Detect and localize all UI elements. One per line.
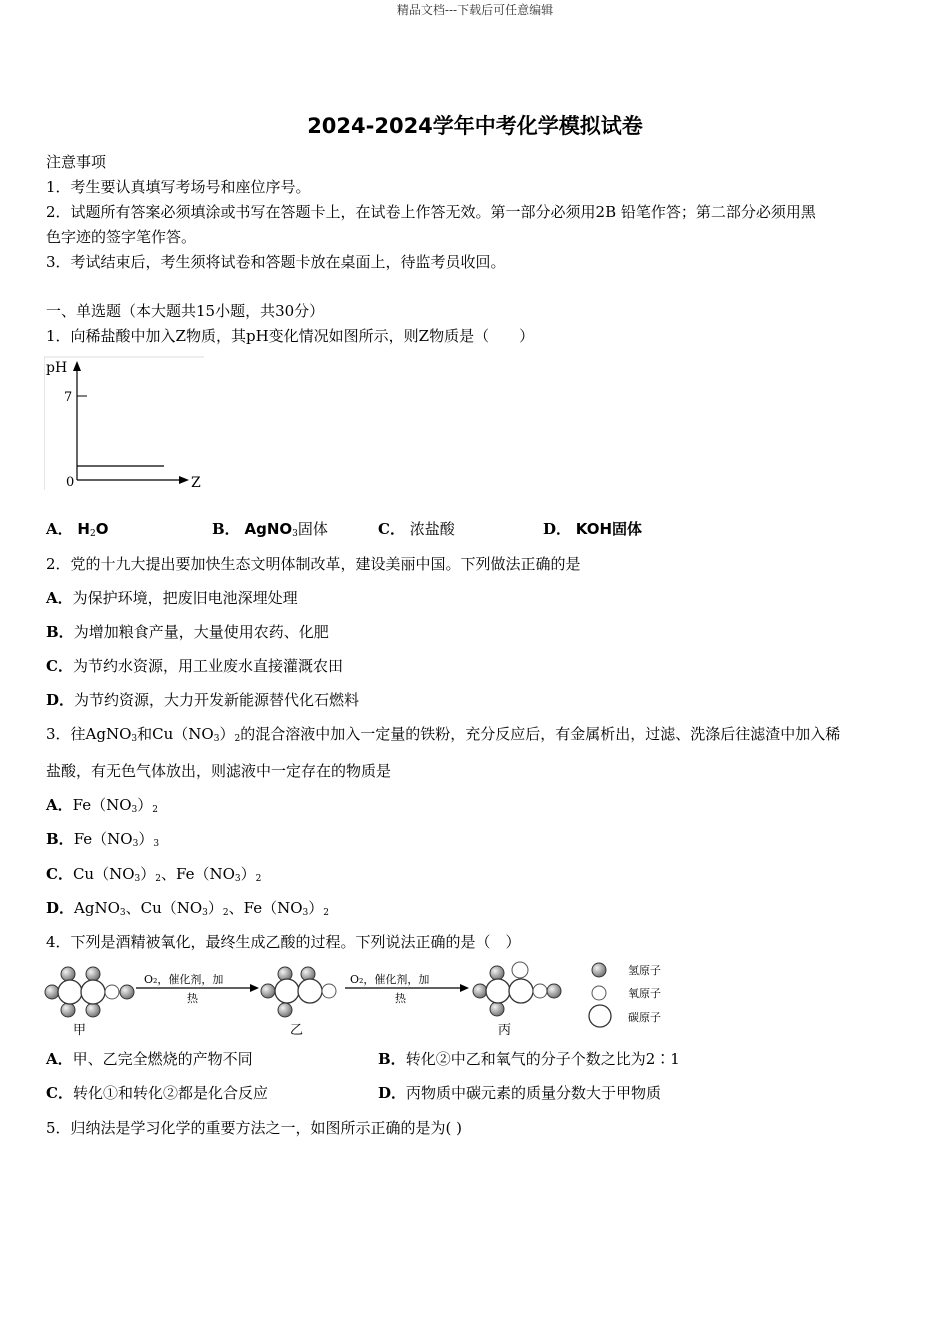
page-title: 2024-2024学年中考化学模拟试卷 [307,114,643,138]
ph-graph [44,355,209,495]
question-4-option-a: A．甲、乙完全燃烧的产物不同 [46,1050,253,1068]
question-2-stem: 2．党的十九大提出要加快生态文明体制改革，建设美丽中国。下列做法正确的是 [46,555,581,573]
question-2-option-c: C．为节约水资源，用工业废水直接灌溉农田 [46,657,343,675]
label-yi: 乙 [290,1023,304,1038]
graph-y-label: pH [46,360,68,376]
question-4-option-d: D．丙物质中碳元素的质量分数大于甲物质 [378,1084,662,1102]
molecule-bing [473,962,561,1016]
molecule-yi [261,967,336,1017]
question-3-option-d: D．AgNO$_3$、$Cu(NO_3)_2$、$Fe(NO_3)_2$ [46,899,330,918]
notice-item-2: 2．试题所有答案必须填涂或书写在答题卡上，在试卷上作答无效。第一部分必须用2B 铅笔作答；第二部分必须用黑 [46,203,816,221]
question-3-option-b: B．$Fe(NO_3)_3$ [46,830,160,849]
label-bing: 丙 [498,1023,512,1038]
question-4-stem: 4．下列是酒精被氧化，最终生成乙酸的过程。下列说法正确的是（ ） [46,933,521,951]
arrow-2-bottom: 热 [395,992,406,1005]
graph-x-label: Z [191,475,201,491]
notice-item-1: 1．考生要认真填写考场号和座位序号。 [46,178,311,196]
graph-tick-0: 0 [66,475,75,490]
arrow-1-bottom: 热 [187,992,198,1005]
question-3-option-c: C．$Cu(NO_3)_2$、$Fe(NO_3)_2$ [46,865,262,884]
section-heading: 一、单选题（本大题共15小题，共30分） [46,302,325,320]
notice-heading: 注意事项 [46,153,107,171]
legend [589,963,661,1027]
question-2-option-a: A．为保护环境，把废旧电池深埋处理 [46,589,298,607]
arrow-1-top: O₂，催化剂，加 [144,973,224,986]
arrow-2-top: O₂，催化剂，加 [350,973,430,986]
question-4-option-c: C．转化①和转化②都是化合反应 [46,1084,268,1102]
molecule-diagram [40,958,690,1038]
question-2-option-d: D．为节约资源，大力开发新能源替代化石燃料 [46,691,360,709]
notice-item-2-cont: 色字迹的签字笔作答。 [46,228,197,246]
legend-hydrogen: 氢原子 [628,964,661,977]
molecule-jia [45,967,134,1017]
notice-item-3: 3．考试结束后，考生须将试卷和答题卡放在桌面上，待监考员收回。 [46,253,506,271]
question-1-option-b: B． AgNO$_3$固体 [212,520,328,539]
legend-oxygen: 氧原子 [628,987,661,1000]
question-1-option-d: D． KOH固体 [543,520,643,538]
question-1-stem: 1．向稀盐酸中加入Z物质，其pH变化情况如图所示，则Z物质是（ ） [46,327,535,345]
label-jia: 甲 [73,1023,87,1038]
question-1-option-a: A． $H_2O$ [46,520,109,539]
graph-tick-7: 7 [64,390,73,405]
question-3-stem: 3．往AgNO$_3$和$Cu(NO_3)_2$的混合溶液中加入一定量的铁粉，充分反应后，有金属析出，过滤、洗涤后往滤渣中加入稀 [46,725,841,744]
question-5-stem: 5．归纳法是学习化学的重要方法之一，如图所示正确的是为( ) [46,1119,463,1137]
page-header: 精品文档---下载后可任意编辑 [396,3,554,17]
question-2-option-b: B．为增加粮食产量，大量使用农药、化肥 [46,623,329,641]
legend-carbon: 碳原子 [628,1011,661,1024]
question-3-option-a: A．$Fe(NO_3)_2$ [46,796,159,815]
question-1-option-c: C． 浓盐酸 [378,520,455,538]
question-4-option-b: B．转化②中乙和氧气的分子个数之比为2∶1 [378,1050,680,1068]
question-3-stem-cont: 盐酸，有无色气体放出，则滤液中一定存在的物质是 [46,762,392,780]
